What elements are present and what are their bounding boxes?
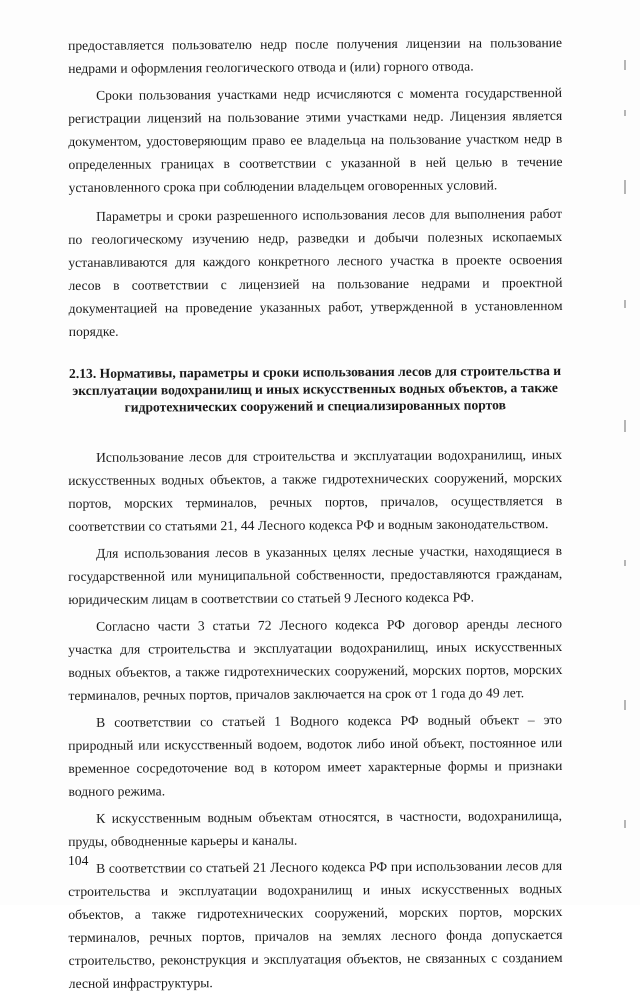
section-heading: 2.13. Нормативы, параметры и сроки использования лесов для строительства и эксплуатации водохранилищ и иных искусственных водных объектов, а также гидротехнических сооружений и специализированных портов [68, 362, 562, 415]
paragraph: В соответствии со статьей 1 Водного кодекса РФ водный объект – это природный или искусственный водоем, водоток либо иной объект, постоянное или временное сосредоточение вод в котором имеет характерные формы и признаки водного режима. [68, 711, 563, 799]
paragraph: Параметры и сроки разрешенного использования лесов для выполнения работ по геологическому изучению недр, разведки и добычи полезных ископаемых устанавливаются для каждого конкретного лесного участка в проекте освоения лесов в соответствии с лицензией на пользование недрами и проектной документацией на проведение указанных работ, утвержденной в установленном порядке. [68, 205, 563, 339]
scan-edge-mark [624, 420, 626, 432]
scan-edge-mark [624, 560, 626, 566]
page-number: 104 [68, 853, 89, 868]
scan-edge-mark [624, 180, 626, 194]
scan-edge-mark [624, 300, 626, 308]
paragraph: Для использования лесов в указанных целях лесные участки, находящиеся в государственной или муниципальной собственности, предоставляются гражданам, юридическим лицам в соответствии со статьей 9 Лесного кодекса РФ. [68, 542, 563, 607]
scan-edge-mark [624, 820, 626, 828]
scan-edge-mark [624, 60, 626, 70]
paragraph: Использование лесов для строительства и эксплуатации водохранилищ, иных искусственных водных объектов, а также гидротехнических сооружений, морских портов, морских терминалов, речных портов, причалов, осуществляется в соответствии со статьями 21, 44 Лесного кодекса РФ и водным законодательством. [68, 446, 563, 534]
paragraph: Сроки пользования участками недр исчисляются с момента государственной регистрации лицензий на пользование этими участками недр. Лицензия является документом, удостоверяющим право ее владельца на пользование участком недр в определенных границах в соответствии с указанной в ней целью в течение установленного срока при соблюдении владельцем оговоренных условий. [68, 84, 563, 195]
paragraph: К искусственным водным объектам относятся, в частности, водохранилища, пруды, обводненные карьеры и каналы. [68, 807, 563, 849]
paragraph: Согласно части 3 статьи 72 Лесного кодекса РФ договор аренды лесного участка для строительства и эксплуатации водохранилищ, иных искусственных водных объектов, а также гидротехнических сооружений, морских портов, морских терминалов, речных портов, причалов заключается на срок от 1 года до 49 лет. [68, 615, 563, 703]
paragraph: В соответствии со статьей 21 Лесного кодекса РФ при использовании лесов для строительства и эксплуатации водохранилищ и иных искусственных водных объектов, а также гидротехнических сооружений, морских портов, морских терминалов, речных портов, причалов на землях лесного фонда допускается строительство, реконструкция и эксплуатация объектов, не связанных с созданием лесной инфраструктуры. [68, 857, 563, 991]
scan-edge-mark [624, 700, 626, 710]
page-body [68, 34, 562, 999]
scan-edge-mark [624, 110, 626, 116]
paragraph: предоставляется пользователю недр после получения лицензии на пользование недрами и оформления геологического отвода и (или) горного отвода. [68, 34, 563, 76]
